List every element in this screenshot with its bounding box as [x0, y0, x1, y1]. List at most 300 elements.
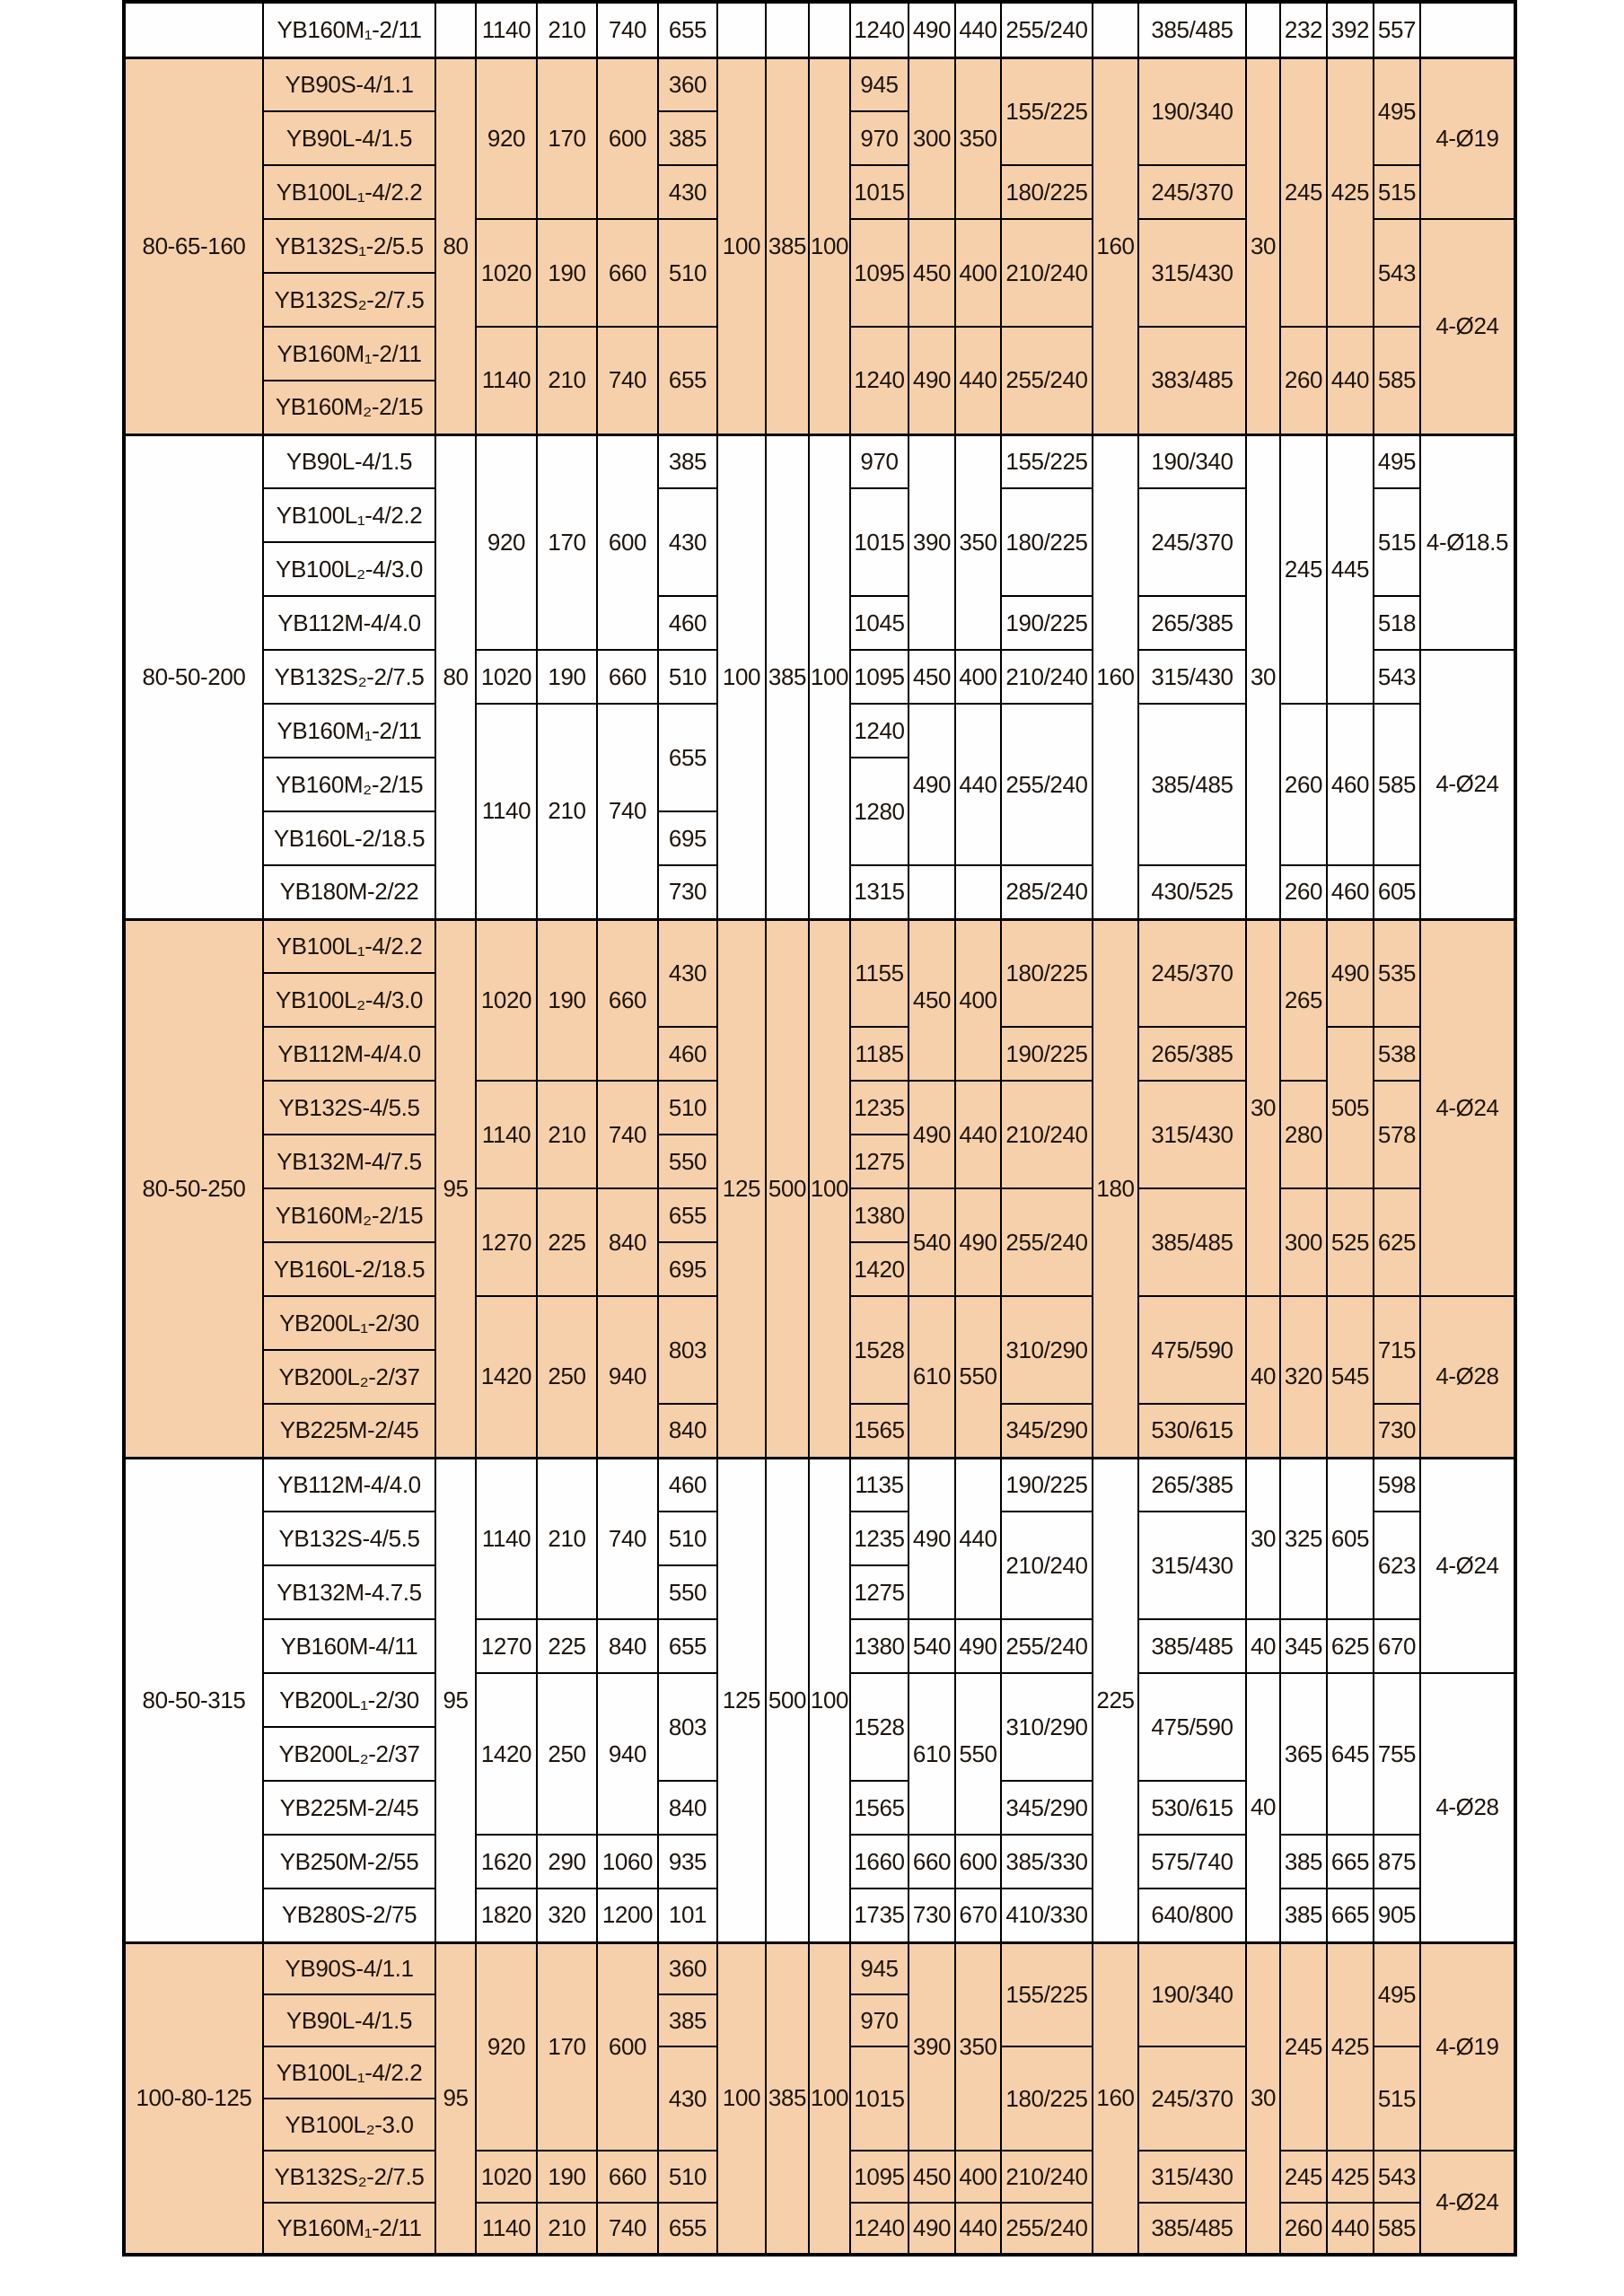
- dimension-value-cell: 740: [597, 704, 658, 919]
- dimension-value-cell: 1280: [850, 758, 909, 865]
- dimension-value-cell: 655: [658, 327, 717, 434]
- dimension-value-cell: 190: [537, 219, 597, 327]
- dimension-value-cell: 623: [1374, 1512, 1420, 1619]
- motor-model-cell: YB160M₂-2/15: [263, 1188, 435, 1242]
- dimension-value-cell: 510: [658, 650, 717, 704]
- dimension-value-cell: 430: [658, 488, 717, 596]
- dimension-value-cell: 1015: [850, 2046, 909, 2151]
- table-row: [124, 919, 1515, 973]
- dimension-value-cell: 170: [537, 1942, 597, 2151]
- dimension-value-cell: 4-Ø24: [1420, 919, 1515, 1296]
- dimension-value-cell: 585: [1374, 327, 1420, 434]
- dimension-value-cell: 190/225: [1001, 1458, 1093, 1512]
- dimension-value-cell: 490: [955, 1188, 1001, 1296]
- dimension-value-cell: 40: [1246, 1673, 1280, 1942]
- dimension-value-cell: 210: [537, 1458, 597, 1619]
- dimension-value-cell: 450: [909, 2151, 955, 2203]
- motor-model-cell: YB225M-2/45: [263, 1404, 435, 1458]
- dimension-value-cell: 1235: [850, 1512, 909, 1565]
- dimension-value-cell: 210/240: [1001, 2151, 1093, 2203]
- dimension-value-cell: 460: [1327, 704, 1374, 865]
- dimension-value-cell: 1620: [476, 1835, 537, 1889]
- dimension-value-cell: 740: [597, 1458, 658, 1619]
- table-row: [124, 1458, 1515, 1512]
- dimension-value-cell: 100: [809, 919, 850, 1458]
- dimension-value-cell: 490: [909, 1081, 955, 1188]
- dimension-value-cell: 383/485: [1138, 327, 1246, 434]
- dimension-value-cell: 945: [850, 1942, 909, 1994]
- motor-model-cell: YB200L₂-2/37: [263, 1727, 435, 1781]
- dimension-value-cell: 440: [955, 327, 1001, 434]
- dimension-value-cell: 1270: [476, 1188, 537, 1296]
- dimension-value-cell: 4-Ø24: [1420, 219, 1515, 434]
- dimension-value-cell: 610: [909, 1296, 955, 1458]
- dimension-value-cell: 430: [658, 165, 717, 219]
- dimension-value-cell: 530/615: [1138, 1404, 1246, 1458]
- dimension-value-cell: 495: [1374, 434, 1420, 488]
- dimension-value-cell: 695: [658, 1242, 717, 1296]
- dimension-value-cell: 490: [1327, 919, 1374, 1027]
- dimension-value-cell: 210: [537, 2, 597, 57]
- dimension-value-cell: 550: [955, 1673, 1001, 1835]
- dimension-value-cell: 605: [1327, 1458, 1374, 1619]
- dimension-value-cell: 655: [658, 1619, 717, 1673]
- dimension-value-cell: 210: [537, 704, 597, 919]
- dimension-value-cell: 310/290: [1001, 1296, 1093, 1404]
- dimension-value-cell: 535: [1374, 919, 1420, 1027]
- dimension-value-cell: 575/740: [1138, 1835, 1246, 1889]
- dimension-value-cell: 1565: [850, 1404, 909, 1458]
- dimension-value-cell: 210/240: [1001, 1512, 1093, 1619]
- dimension-value-cell: 475/590: [1138, 1673, 1246, 1781]
- dimension-value-cell: 970: [850, 434, 909, 488]
- dimension-value-cell: 655: [658, 2203, 717, 2255]
- dimension-value-cell: 670: [955, 1889, 1001, 1942]
- dimension-value-cell: 210: [537, 1081, 597, 1188]
- motor-model-cell: YB180M-2/22: [263, 865, 435, 919]
- motor-model-cell: YB100L₂-3.0: [263, 2099, 435, 2151]
- motor-model-cell: YB90S-4/1.1: [263, 1942, 435, 1994]
- dimension-value-cell: 285/240: [1001, 865, 1093, 919]
- motor-model-cell: YB90S-4/1.1: [263, 57, 435, 111]
- dimension-value-cell: 260: [1280, 704, 1327, 865]
- motor-model-cell: YB132S₂-2/7.5: [263, 2151, 435, 2203]
- motor-model-cell: YB200L₁-2/30: [263, 1296, 435, 1350]
- dimension-value-cell: 490: [909, 327, 955, 434]
- dimension-value-cell: 101: [658, 1889, 717, 1942]
- dimension-value-cell: 80: [435, 434, 476, 919]
- dimension-value-cell: [435, 2, 476, 57]
- dimension-value-cell: 250: [537, 1296, 597, 1458]
- dimension-value-cell: 490: [955, 1619, 1001, 1673]
- dimension-value-cell: 600: [597, 434, 658, 650]
- dimension-value-cell: 125: [717, 1458, 766, 1942]
- dimension-value-cell: 545: [1327, 1296, 1374, 1458]
- dimension-value-cell: [766, 2, 809, 57]
- dimension-value-cell: 1660: [850, 1835, 909, 1889]
- dimension-value-cell: 665: [1327, 1835, 1374, 1889]
- dimension-value-cell: 1020: [476, 219, 537, 327]
- motor-model-cell: YB160M₁-2/11: [263, 2203, 435, 2255]
- dimension-value-cell: 100: [717, 57, 766, 434]
- dimension-value-cell: 30: [1246, 919, 1280, 1296]
- table-row: [124, 57, 1515, 111]
- dimension-value-cell: 585: [1374, 704, 1420, 865]
- dimension-value-cell: 180: [1093, 919, 1138, 1458]
- dimension-value-cell: 300: [909, 57, 955, 219]
- dimension-value-cell: 315/430: [1138, 219, 1246, 327]
- dimension-value-cell: 515: [1374, 2046, 1420, 2151]
- dimension-value-cell: 440: [955, 704, 1001, 865]
- dimension-value-cell: 385/485: [1138, 1619, 1246, 1673]
- dimension-value-cell: 210/240: [1001, 650, 1093, 704]
- dimension-value-cell: 600: [597, 1942, 658, 2151]
- dimension-value-cell: 500: [766, 1458, 809, 1942]
- dimension-value-cell: 155/225: [1001, 57, 1093, 165]
- dimension-value-cell: 495: [1374, 1942, 1420, 2046]
- dimension-value-cell: 260: [1280, 2203, 1327, 2255]
- dimension-value-cell: 1235: [850, 1081, 909, 1135]
- pump-model-cell: 80-65-160: [124, 57, 263, 434]
- dimension-value-cell: 740: [597, 1081, 658, 1188]
- dimension-value-cell: 500: [766, 919, 809, 1458]
- dimension-value-cell: 4-Ø24: [1420, 2151, 1515, 2255]
- dimension-value-cell: 350: [955, 1942, 1001, 2151]
- dimension-value-cell: 840: [597, 1619, 658, 1673]
- dimension-value-cell: [717, 2, 766, 57]
- dimension-value-cell: 225: [537, 1619, 597, 1673]
- dimension-value-cell: 260: [1280, 865, 1327, 919]
- dimension-value-cell: 210: [537, 2203, 597, 2255]
- dimension-value-cell: 290: [537, 1835, 597, 1889]
- dimension-value-cell: 245: [1280, 434, 1327, 704]
- dimension-value-cell: 740: [597, 2, 658, 57]
- pump-model-cell: 100-80-125: [124, 1942, 263, 2255]
- dimension-value-cell: 460: [658, 1027, 717, 1081]
- dimension-value-cell: 920: [476, 57, 537, 219]
- motor-model-cell: YB160M₁-2/11: [263, 327, 435, 381]
- dimension-value-cell: 40: [1246, 1296, 1280, 1458]
- dimension-value-cell: 905: [1374, 1889, 1420, 1942]
- pump-model-cell: 80-50-200: [124, 434, 263, 919]
- motor-model-cell: YB100L₂-4/3.0: [263, 973, 435, 1027]
- dimension-value-cell: 490: [909, 2, 955, 57]
- dimension-value-cell: 1240: [850, 2203, 909, 2255]
- dimension-value-cell: 345: [1280, 1619, 1327, 1673]
- dimension-value-cell: 510: [658, 2151, 717, 2203]
- dimension-value-cell: 400: [955, 919, 1001, 1081]
- dimension-value-cell: 160: [1093, 57, 1138, 434]
- dimension-value-cell: 557: [1374, 2, 1420, 57]
- dimension-value-cell: 320: [1280, 1296, 1327, 1458]
- dimension-value-cell: [909, 865, 955, 919]
- dimension-value-cell: 538: [1374, 1027, 1420, 1081]
- motor-model-cell: YB160L-2/18.5: [263, 1242, 435, 1296]
- dimension-value-cell: 360: [658, 1942, 717, 1994]
- dimension-value-cell: 655: [658, 1188, 717, 1242]
- dimension-value-cell: 803: [658, 1673, 717, 1781]
- motor-model-cell: YB225M-2/45: [263, 1781, 435, 1835]
- dimension-value-cell: 190/225: [1001, 1027, 1093, 1081]
- dimension-value-cell: 190: [537, 919, 597, 1081]
- dimension-value-cell: 430: [658, 919, 717, 1027]
- dimension-value-cell: 385: [766, 1942, 809, 2255]
- dimension-value-cell: 80: [435, 57, 476, 434]
- dimension-value-cell: 245/370: [1138, 919, 1246, 1027]
- motor-model-cell: YB90L-4/1.5: [263, 1994, 435, 2046]
- dimension-value-cell: 1095: [850, 2151, 909, 2203]
- dimension-value-cell: 4-Ø28: [1420, 1296, 1515, 1458]
- motor-model-cell: YB100L₁-4/2.2: [263, 488, 435, 542]
- dimension-value-cell: 1140: [476, 704, 537, 919]
- dimension-value-cell: 920: [476, 434, 537, 650]
- dimension-value-cell: 1565: [850, 1781, 909, 1835]
- dimension-value-cell: 1270: [476, 1619, 537, 1673]
- dimension-value-cell: 425: [1327, 2151, 1374, 2203]
- dimension-value-cell: 265: [1280, 919, 1327, 1081]
- motor-model-cell: YB90L-4/1.5: [263, 434, 435, 488]
- dimension-value-cell: 1200: [597, 1889, 658, 1942]
- dimension-value-cell: 95: [435, 1942, 476, 2255]
- dimension-value-cell: 450: [909, 919, 955, 1081]
- dimension-value-cell: 4-Ø19: [1420, 57, 1515, 219]
- dimension-value-cell: 100: [717, 1942, 766, 2255]
- dimension-value-cell: 350: [955, 434, 1001, 650]
- dimension-value-cell: 190: [537, 2151, 597, 2203]
- dimension-value-cell: 155/225: [1001, 434, 1093, 488]
- dimension-value-cell: 385: [658, 434, 717, 488]
- dimension-value-cell: 740: [597, 2203, 658, 2255]
- dimension-value-cell: 450: [909, 219, 955, 327]
- dimension-value-cell: 225: [537, 1188, 597, 1296]
- motor-model-cell: YB132M-4.7.5: [263, 1565, 435, 1619]
- dimension-value-cell: 360: [658, 57, 717, 111]
- dimension-value-cell: 578: [1374, 1081, 1420, 1188]
- dimension-value-cell: 245/370: [1138, 2046, 1246, 2151]
- dimension-value-cell: 315/430: [1138, 1512, 1246, 1619]
- dimension-value-cell: 840: [658, 1781, 717, 1835]
- dimension-value-cell: 245: [1280, 57, 1327, 327]
- motor-model-cell: YB90L-4/1.5: [263, 111, 435, 165]
- dimension-value-cell: 325: [1280, 1458, 1327, 1619]
- dimension-value-cell: 543: [1374, 219, 1420, 327]
- dimension-value-cell: 840: [658, 1404, 717, 1458]
- dimension-value-cell: 265/385: [1138, 1027, 1246, 1081]
- dimension-value-cell: 940: [597, 1673, 658, 1835]
- dimension-value-cell: 155/225: [1001, 1942, 1093, 2046]
- pump-model-cell: [124, 2, 263, 57]
- dimension-value-cell: 1420: [476, 1673, 537, 1835]
- pump-model-cell: 80-50-315: [124, 1458, 263, 1942]
- dimension-value-cell: 935: [658, 1835, 717, 1889]
- motor-model-cell: YB132S-4/5.5: [263, 1081, 435, 1135]
- dimension-value-cell: 4-Ø19: [1420, 1942, 1515, 2151]
- dimension-value-cell: 255/240: [1001, 1619, 1093, 1673]
- dimension-value-cell: 385: [766, 434, 809, 919]
- motor-model-cell: YB280S-2/75: [263, 1889, 435, 1942]
- dimension-value-cell: 1185: [850, 1027, 909, 1081]
- dimension-value-cell: 585: [1374, 2203, 1420, 2255]
- dimension-value-cell: 803: [658, 1296, 717, 1404]
- dimension-value-cell: 1015: [850, 488, 909, 596]
- dimension-value-cell: 1315: [850, 865, 909, 919]
- motor-model-cell: YB160M₁-2/11: [263, 2, 435, 57]
- dimension-value-cell: 1155: [850, 919, 909, 1027]
- dimension-value-cell: 425: [1327, 57, 1374, 327]
- dimension-value-cell: 460: [658, 1458, 717, 1512]
- dimension-value-cell: 645: [1327, 1673, 1374, 1835]
- dimension-value-cell: 315/430: [1138, 2151, 1246, 2203]
- dimension-value-cell: 730: [658, 865, 717, 919]
- dimension-value-cell: 550: [658, 1565, 717, 1619]
- dimension-value-cell: 280: [1280, 1081, 1327, 1188]
- dimension-value-cell: 30: [1246, 57, 1280, 434]
- dimension-value-cell: [1246, 2, 1280, 57]
- motor-model-cell: YB112M-4/4.0: [263, 1458, 435, 1512]
- dimension-value-cell: 400: [955, 650, 1001, 704]
- dimension-value-cell: [955, 865, 1001, 919]
- dimension-value-cell: 430: [658, 2046, 717, 2151]
- dimension-value-cell: 180/225: [1001, 488, 1093, 596]
- dimension-value-cell: 30: [1246, 434, 1280, 919]
- dimension-value-cell: 180/225: [1001, 165, 1093, 219]
- dimension-value-cell: 300: [1280, 1188, 1327, 1296]
- dimension-value-cell: 260: [1280, 327, 1327, 434]
- dimension-value-cell: 320: [537, 1889, 597, 1942]
- dimension-value-cell: 460: [658, 596, 717, 650]
- dimension-value-cell: 655: [658, 2, 717, 57]
- dimension-value-cell: 385/485: [1138, 2203, 1246, 2255]
- dimension-value-cell: 245: [1280, 1942, 1327, 2151]
- dimension-value-cell: 100: [809, 1458, 850, 1942]
- dimension-value-cell: 385/485: [1138, 2, 1246, 57]
- motor-model-cell: YB160M₁-2/11: [263, 704, 435, 758]
- motor-model-cell: YB100L₁-4/2.2: [263, 2046, 435, 2099]
- motor-model-cell: YB100L₂-4/3.0: [263, 542, 435, 596]
- dimension-value-cell: 170: [537, 434, 597, 650]
- table-row: [124, 434, 1515, 488]
- dimension-value-cell: 385: [766, 57, 809, 434]
- dimension-value-cell: 450: [909, 650, 955, 704]
- table-row: [124, 1942, 1515, 1994]
- dimension-value-cell: 1140: [476, 327, 537, 434]
- dimension-value-cell: 160: [1093, 434, 1138, 919]
- dimension-value-cell: 1020: [476, 919, 537, 1081]
- dimension-value-cell: 190/340: [1138, 1942, 1246, 2046]
- dimension-value-cell: 180/225: [1001, 2046, 1093, 2151]
- dimension-value-cell: 660: [909, 1835, 955, 1889]
- dimension-value-cell: 940: [597, 1296, 658, 1458]
- dimension-value-cell: 715: [1374, 1296, 1420, 1404]
- dimension-value-cell: 1528: [850, 1673, 909, 1781]
- dimension-value-cell: 530/615: [1138, 1781, 1246, 1835]
- dimension-value-cell: [1093, 2, 1138, 57]
- dimension-value-cell: 100: [809, 57, 850, 434]
- dimension-value-cell: 1045: [850, 596, 909, 650]
- dimension-value-cell: 440: [955, 1458, 1001, 1619]
- dimension-value-cell: 600: [955, 1835, 1001, 1889]
- dimension-value-cell: 540: [909, 1188, 955, 1296]
- dimension-value-cell: 255/240: [1001, 2203, 1093, 2255]
- dimension-value-cell: 510: [658, 219, 717, 327]
- dimension-value-cell: 490: [909, 2203, 955, 2255]
- dimension-value-cell: 350: [955, 57, 1001, 219]
- dimension-value-cell: 625: [1374, 1188, 1420, 1296]
- dimension-value-cell: 210/240: [1001, 219, 1093, 327]
- dimension-value-cell: 170: [537, 57, 597, 219]
- dimension-value-cell: 390: [909, 1942, 955, 2151]
- dimension-value-cell: 315/430: [1138, 650, 1246, 704]
- dimension-value-cell: 190/340: [1138, 57, 1246, 165]
- dimension-value-cell: 1135: [850, 1458, 909, 1512]
- dimension-value-cell: 385/485: [1138, 1188, 1246, 1296]
- dimension-value-cell: 510: [658, 1512, 717, 1565]
- dimension-value-cell: 95: [435, 1458, 476, 1942]
- dimension-value-cell: 1020: [476, 2151, 537, 2203]
- dimension-value-cell: 255/240: [1001, 1188, 1093, 1296]
- dimension-value-cell: 1140: [476, 2203, 537, 2255]
- dimension-value-cell: 1060: [597, 1835, 658, 1889]
- dimension-value-cell: 1140: [476, 1081, 537, 1188]
- dimension-value-cell: 945: [850, 57, 909, 111]
- dimension-value-cell: 543: [1374, 2151, 1420, 2203]
- dimension-value-cell: 510: [658, 1081, 717, 1135]
- dimension-value-cell: 1380: [850, 1619, 909, 1673]
- dimension-value-cell: 660: [597, 919, 658, 1081]
- dimension-value-cell: 245: [1280, 2151, 1327, 2203]
- dimension-value-cell: 540: [909, 1619, 955, 1673]
- dimension-value-cell: 440: [1327, 2203, 1374, 2255]
- dimension-value-cell: 1735: [850, 1889, 909, 1942]
- dimension-value-cell: 400: [955, 2151, 1001, 2203]
- dimension-value-cell: 920: [476, 1942, 537, 2151]
- dimension-value-cell: 550: [955, 1296, 1001, 1458]
- dimension-value-cell: 345/290: [1001, 1781, 1093, 1835]
- dimension-value-cell: 40: [1246, 1619, 1280, 1673]
- dimension-value-cell: 30: [1246, 1942, 1280, 2255]
- dimension-value-cell: 1275: [850, 1565, 909, 1619]
- dimension-value-cell: 255/240: [1001, 704, 1093, 865]
- dimension-value-cell: 245/370: [1138, 488, 1246, 596]
- dimension-value-cell: 600: [597, 57, 658, 219]
- dimension-value-cell: 610: [909, 1673, 955, 1835]
- dimension-value-cell: 310/290: [1001, 1673, 1093, 1781]
- motor-model-cell: YB132S₂-2/7.5: [263, 273, 435, 327]
- dimension-value-cell: 970: [850, 111, 909, 165]
- dimension-value-cell: 245/370: [1138, 165, 1246, 219]
- dimension-value-cell: 440: [955, 2203, 1001, 2255]
- dimension-value-cell: 670: [1374, 1619, 1420, 1673]
- dimension-value-cell: 1140: [476, 1458, 537, 1619]
- dimension-value-cell: 255/240: [1001, 2, 1093, 57]
- motor-model-cell: YB100L₁-4/2.2: [263, 919, 435, 973]
- motor-model-cell: YB112M-4/4.0: [263, 1027, 435, 1081]
- dimension-value-cell: 730: [1374, 1404, 1420, 1458]
- dimension-value-cell: 125: [717, 919, 766, 1458]
- motor-model-cell: YB250M-2/55: [263, 1835, 435, 1889]
- dimension-value-cell: 392: [1327, 2, 1374, 57]
- dimension-value-cell: 265/385: [1138, 596, 1246, 650]
- motor-model-cell: YB132S₂-2/7.5: [263, 650, 435, 704]
- dimension-value-cell: 515: [1374, 488, 1420, 596]
- dimension-value-cell: 250: [537, 1673, 597, 1835]
- motor-model-cell: YB160M₂-2/15: [263, 758, 435, 811]
- dimension-value-cell: [1420, 2, 1515, 57]
- dimension-value-cell: 1020: [476, 650, 537, 704]
- dimension-value-cell: 1528: [850, 1296, 909, 1404]
- dimension-value-cell: 30: [1246, 1458, 1280, 1619]
- dimension-value-cell: 100: [809, 434, 850, 919]
